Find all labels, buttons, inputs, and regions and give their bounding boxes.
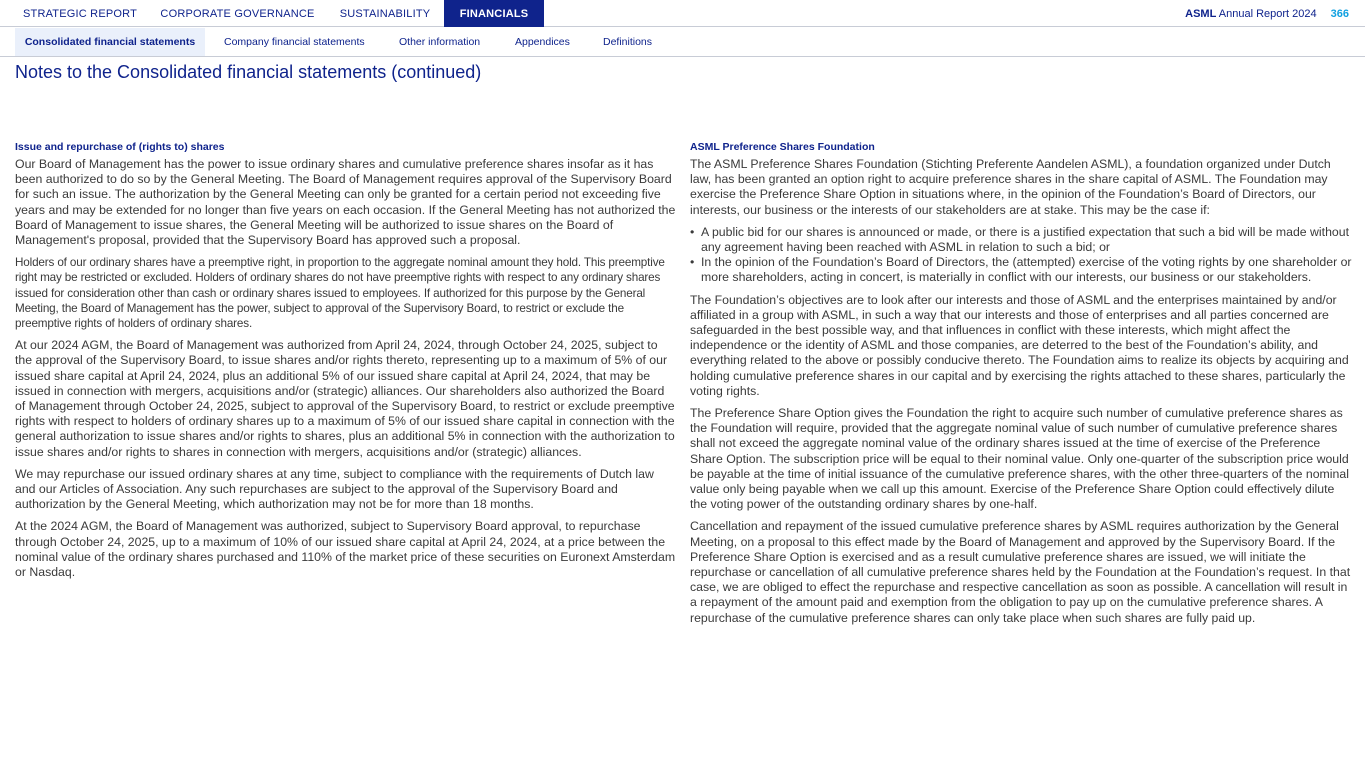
subnav-other-information[interactable]: Other information [399, 36, 481, 48]
brand-report-title: Annual Report 2024 [1216, 8, 1317, 20]
paragraph: Our Board of Management has the power to issue ordinary shares and cumulative preference shares insofar as it has been authorized to do so by the General Meeting. The Board of Management requires approval of the Supervisory Board for such an issue. The authorization by the General Meeting can only be granted for a certain period not exceeding five years and may be extended for no longer than five years on each occasion. If the General Meeting has not authorized the Board of Management to issue shares, the General Meeting will be authorized to issue shares on the Board of Management's proposal, provided that the Supervisory Board has approved such a proposal. [15, 157, 676, 248]
brand-name: ASML [1185, 8, 1217, 20]
right-column [690, 141, 1352, 633]
report-brand [1185, 0, 1365, 27]
page-title: Notes to the Consolidated financial statements (continued) [15, 62, 482, 82]
top-navigation [0, 0, 1365, 27]
sub-navigation [0, 28, 1365, 57]
section-heading-preference-shares-foundation: ASML Preference Shares Foundation [690, 141, 875, 153]
tab-strategic-report[interactable]: STRATEGIC REPORT [22, 8, 138, 20]
subnav-consolidated-financial-statements[interactable]: Consolidated financial statements [15, 28, 205, 56]
paragraph: The Foundation’s objectives are to look after our interests and those of ASML and the enterprises maintained by and/or affiliated in a group with ASML, in such a way that our interests and those of enterprises and all parties concerned are safeguarded in the best possible way, and that influences in conflict with these interests, which might affect the independence or the identity of ASML and those companies, are deterred to the best of the Foundation’s ability, and everything related to the above or possibly conducive thereto. The Foundation aims to realize its objects by acquiring and holding cumulative preference shares in our capital and by exercising the rights attached to these shares, particularly the voting rights. [690, 292, 1349, 398]
section-heading-issue-repurchase: Issue and repurchase of (rights to) shares [15, 141, 225, 153]
page-number: 366 [1330, 8, 1349, 20]
paragraph: Holders of our ordinary shares have a preemptive right, in proportion to the aggregate nominal amount they hold. This preemptive right may be restricted or excluded. Holders of ordinary shares do not have preemptive rights with respect to any ordinary shares issued for consideration other than cash or ordinary shares issued to employees. If authorized for this purpose by the General Meeting, the Board of Management has the power, subject to approval of the Supervisory Board, to restrict or exclude the preemptive rights of holders of ordinary shares. [15, 256, 665, 331]
left-column [15, 141, 677, 587]
list-item [690, 255, 1352, 285]
bullet-icon: • [690, 224, 695, 239]
list-item-text: In the opinion of the Foundation’s Board of Directors, the (attempted) exercise of the voting rights by one shareholder or more shareholders, acting in concert, is materially in conflict with our interests, our business or our stakeholders. [701, 255, 1352, 285]
list-item [690, 225, 1352, 255]
paragraph: The ASML Preference Shares Foundation (Stichting Preferente Aandelen ASML), a foundation organized under Dutch law, has been granted an option right to acquire preference shares in the share capital of ASML. The Foundation may exercise the Preference Share Option in situations where, in the opinion of the Foundation’s Board of Directors, our interests, our business or the interests of our stakeholders are at stake. This may be the case if: [690, 157, 1331, 217]
subnav-definitions[interactable]: Definitions [603, 36, 653, 48]
paragraph: At our 2024 AGM, the Board of Management was authorized from April 24, 2024, through October 24, 2025, subject to the approval of the Supervisory Board, to issue shares and/or rights thereto, representing up to a maximum of 5% of our issued share capital at April 24, 2024, plus an additional 5% of our issued share capital at April 24, 2024, that may be issued in connection with mergers, acquisitions and/or (strategic) alliances. Our shareholders also authorized the Board of Management through October 24, 2025, subject to approval of the Supervisory Board, to restrict or exclude preemptive rights with respect to holders of ordinary shares up to a maximum of 5% of our issued share capital in connection with the general authorization to issue shares and/or rights to shares, plus an additional 5% in connection with the authorization to issue shares and/or rights to shares in connection with mergers, acquisitions and/or (strategic) alliances. [15, 338, 675, 459]
bullet-list [690, 225, 1352, 286]
subnav-company-financial-statements[interactable]: Company financial statements [224, 36, 365, 48]
tab-financials[interactable]: FINANCIALS [444, 0, 544, 27]
paragraph: Cancellation and repayment of the issued cumulative preference shares by ASML requires authorization by the General Meeting, on a proposal to this effect made by the Board of Management and approved by the Supervisory Board. If the Preference Share Option is exercised and as a result cumulative preference shares are issued, we will initiate the repurchase or cancellation of all cumulative preference shares held by the Foundation at the Foundation’s request. In that case, we are obliged to effect the repurchase and respective cancellation as soon as possible. A cancellation will result in a repayment of the amount paid and exemption from the obligation to pay up on the cumulative preference shares. A repurchase of the cumulative preference shares can only take place when such shares are fully paid up. [690, 519, 1351, 625]
list-item-text: A public bid for our shares is announced or made, or there is a justified expectation that such a bid will be made without any agreement having been reached with ASML in relation to such a bid; or [701, 224, 1350, 255]
bullet-icon: • [690, 255, 695, 270]
paragraph: At the 2024 AGM, the Board of Management was authorized, subject to Supervisory Board approval, to repurchase through October 24, 2025, up to a maximum of 10% of our issued share capital at April 24, 2024, at a price between the nominal value of the ordinary shares purchased and 110% of the market price of these securities on Euronext Amsterdam or Nasdaq. [15, 519, 676, 580]
tab-sustainability[interactable]: SUSTAINABILITY [339, 8, 431, 20]
tab-corporate-governance[interactable]: CORPORATE GOVERNANCE [160, 8, 315, 20]
paragraph: We may repurchase our issued ordinary shares at any time, subject to compliance with the requirements of Dutch law and our Articles of Association. Any such repurchases are subject to the approval of the Supervisory Board and authorization by the General Meeting, which authorization may not be for more than 18 months. [15, 466, 654, 512]
paragraph: The Preference Share Option gives the Foundation the right to acquire such number of cumulative preference shares as the Foundation will require, provided that the aggregate nominal value of such number of cumulative preference shares shall not exceed the aggregate nominal value of the ordinary shares issued at the time of exercise of the Preference Share Option. The subscription price will be equal to their nominal value. Only one-quarter of the subscription price would be payable at the time of initial issuance of the cumulative preference shares, with the other three-quarters of the nominal value only being payable when we call up this amount. Exercise of the Preference Share Option could effectively dilute the voting power of the outstanding ordinary shares by one-half. [690, 406, 1349, 512]
subnav-appendices[interactable]: Appendices [515, 36, 570, 48]
